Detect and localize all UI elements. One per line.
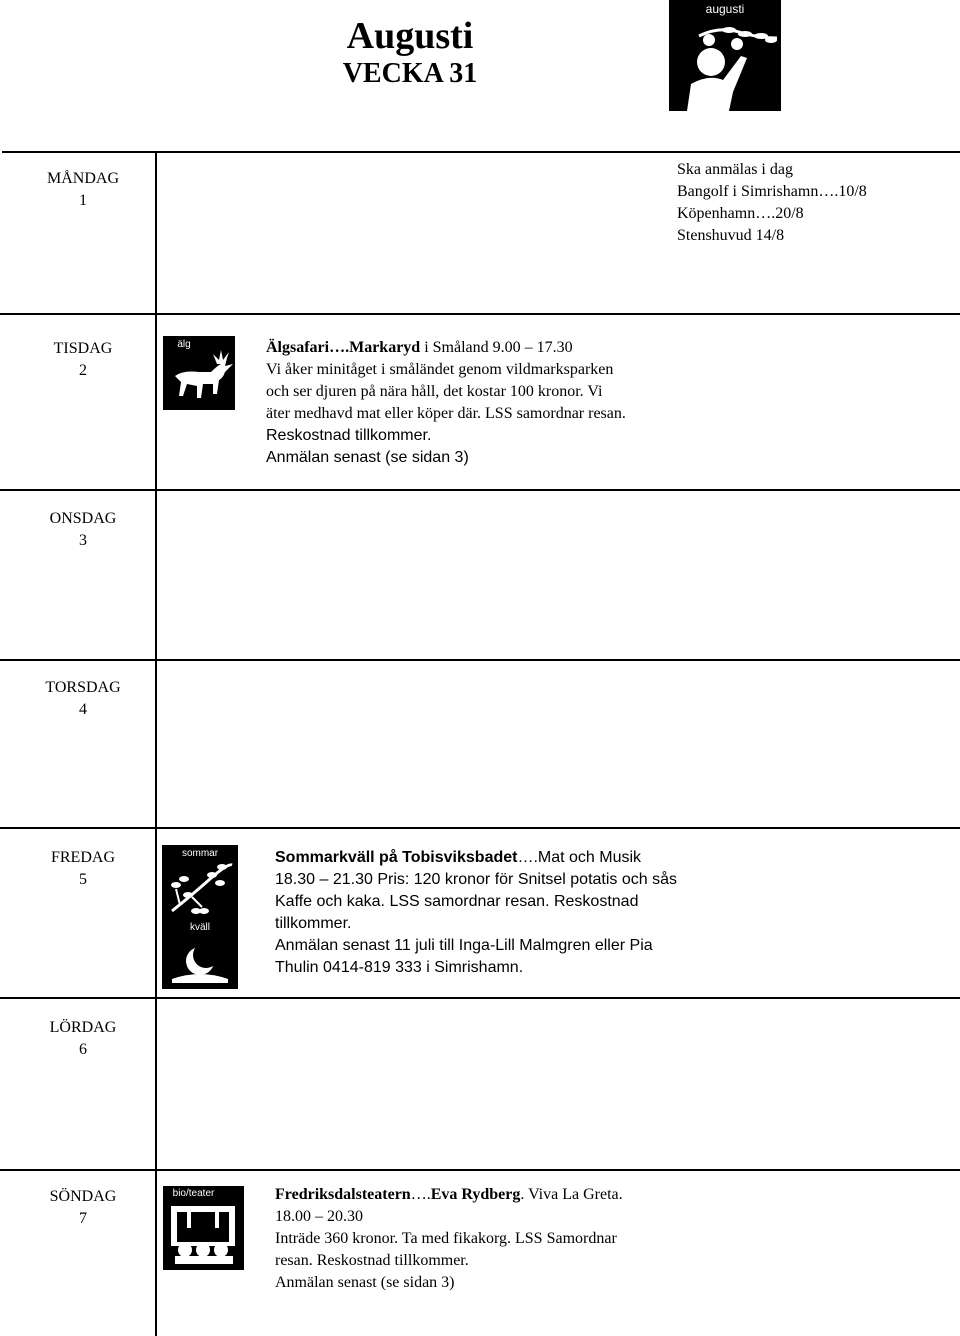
- theater-icon: [163, 1186, 244, 1270]
- divider: [0, 1169, 960, 1171]
- page-title: Augusti: [346, 15, 474, 57]
- day-name: TISDAG: [53, 340, 113, 357]
- day-date: 2: [79, 362, 87, 379]
- day-date: 5: [79, 871, 87, 888]
- event-title-mid: ….: [410, 1186, 431, 1203]
- day-thursday: [0, 677, 166, 721]
- text-line: Inträde 360 kronor. Ta med fikakorg. LSS Samordnar: [275, 1230, 617, 1247]
- text-line: Anmälan senast (se sidan 3): [275, 1274, 455, 1291]
- text-line: Kaffe och kaka. LSS samordnar resan. Reskostnad: [275, 893, 639, 910]
- moose-pictogram: [163, 336, 235, 410]
- day-date: 1: [79, 192, 87, 209]
- event-title: [275, 847, 735, 869]
- divider: [0, 489, 960, 491]
- day-sunday: [0, 1186, 166, 1230]
- august-logo: [669, 0, 781, 111]
- event-title-rest: . Viva La Greta.: [520, 1186, 623, 1203]
- day-friday: [0, 847, 166, 891]
- divider: [0, 827, 960, 829]
- friday-content: [275, 847, 735, 979]
- text-line: 18.30 – 21.30 Pris: 120 kronor för Snitsel potatis och sås: [275, 871, 678, 888]
- tuesday-content: [266, 337, 766, 469]
- event-title: [266, 337, 766, 359]
- moose-icon: [163, 336, 235, 410]
- column-divider: [155, 151, 157, 1336]
- day-name: MÅNDAG: [47, 170, 119, 187]
- event-title-bold: Älgsafari….Markaryd: [266, 339, 421, 356]
- day-date: 3: [79, 532, 87, 549]
- pictogram-caption-top: sommar: [181, 848, 219, 859]
- text-line: 18.00 – 20.30: [275, 1208, 363, 1225]
- week-label: VECKA 31: [342, 58, 478, 89]
- text-line: Anmälan senast (se sidan 3): [266, 449, 469, 466]
- day-date: 4: [79, 701, 87, 718]
- divider: [2, 151, 960, 153]
- theater-pictogram: [163, 1186, 244, 1270]
- logo-caption: augusti: [705, 2, 745, 16]
- text-line: Vi åker minitåget i småländet genom vildmarksparken: [266, 361, 614, 378]
- divider: [0, 659, 960, 661]
- event-title-bold-2: Eva Rydberg: [430, 1186, 521, 1203]
- text-line: Bangolf i Simrishamn….10/8: [677, 183, 867, 200]
- summer-evening-pictogram: [162, 845, 238, 989]
- branch-moon-icon: [162, 845, 238, 989]
- pictogram-caption: älg: [177, 339, 191, 350]
- day-name: ONSDAG: [49, 510, 117, 527]
- day-monday: [0, 168, 166, 212]
- divider: [0, 997, 960, 999]
- text-line: Stenshuvud 14/8: [677, 227, 785, 244]
- event-title-rest: i Småland 9.00 – 17.30: [420, 339, 573, 356]
- text-line: resan. Reskostnad tillkommer.: [275, 1252, 469, 1269]
- event-title-bold-1: Fredriksdalsteatern: [275, 1186, 411, 1203]
- event-title-bold: Sommarkväll på Tobisviksbadet: [275, 849, 518, 866]
- event-title: [275, 1184, 735, 1206]
- day-date: 7: [79, 1210, 87, 1227]
- day-wednesday: [0, 508, 166, 552]
- day-name: SÖNDAG: [49, 1188, 117, 1205]
- day-date: 6: [79, 1041, 87, 1058]
- sunday-content: [275, 1184, 735, 1294]
- text-line: Köpenhamn….20/8: [677, 205, 804, 222]
- day-name: LÖRDAG: [49, 1019, 117, 1036]
- day-tuesday: [0, 338, 166, 382]
- apple-picking-icon: [669, 0, 781, 111]
- pictogram-caption-mid: kväll: [189, 922, 210, 933]
- text-line: äter medhavd mat eller köper där. LSS samordnar resan.: [266, 405, 626, 422]
- text-line: Ska anmälas i dag: [677, 161, 793, 178]
- pictogram-caption: bio/teater: [172, 1188, 215, 1199]
- text-line: Reskostnad tillkommer.: [266, 427, 432, 444]
- event-title-rest: ….Mat och Musik: [517, 849, 642, 866]
- day-name: TORSDAG: [45, 679, 121, 696]
- monday-content: [677, 159, 957, 247]
- text-line: Anmälan senast 11 juli till Inga-Lill Malmgren eller Pia: [275, 937, 653, 954]
- divider: [0, 313, 960, 315]
- text-line: tillkommer.: [275, 915, 352, 932]
- text-line: och ser djuren på nära håll, det kostar 100 kronor. Vi: [266, 383, 603, 400]
- day-saturday: [0, 1017, 166, 1061]
- day-name: FREDAG: [50, 849, 115, 866]
- text-line: Thulin 0414-819 333 i Simrishamn.: [275, 959, 524, 976]
